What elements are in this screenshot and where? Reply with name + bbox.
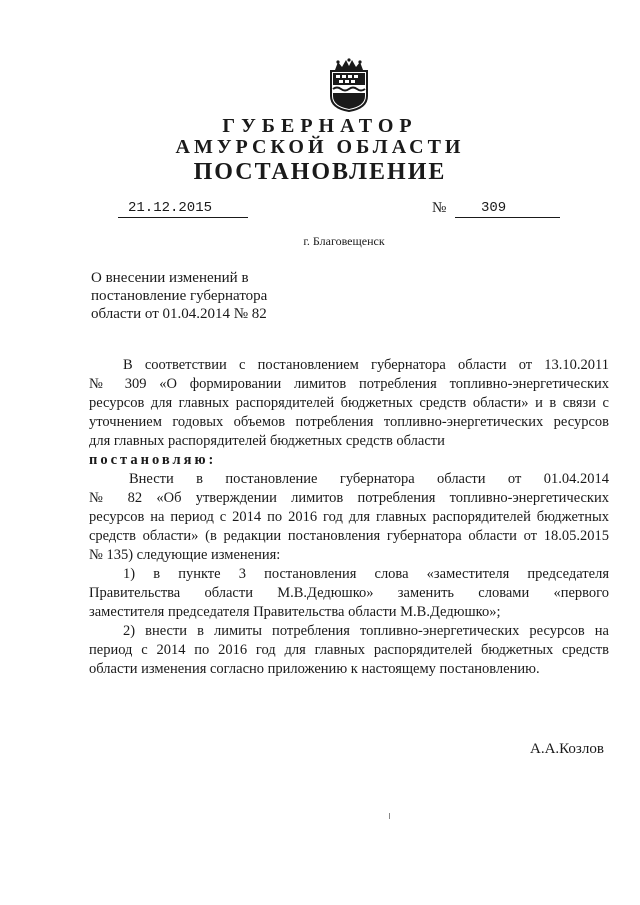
number-sign: № — [432, 200, 447, 216]
city-line: г. Благовещенск — [303, 234, 385, 248]
document-subject — [91, 269, 331, 323]
subject-line: О внесении изменений в — [91, 270, 249, 286]
item-1-line: Правительства области М.В.Дедюшко» заменить словами «первого — [89, 585, 609, 601]
main-clause-line: ресурсов на период с 2014 по 2016 год для главных распорядителей бюджетных — [89, 509, 609, 525]
coat-of-arms-emblem — [326, 58, 372, 112]
authority-title: ГУБЕРНАТОР — [222, 115, 418, 137]
preamble-line: для главных распорядителей бюджетных средств области — [89, 433, 445, 449]
preamble-line: ресурсов для главных распорядителей бюджетных средств области» и в связи с — [89, 395, 609, 411]
subject-line: области от 01.04.2014 № 82 — [91, 306, 267, 322]
region-title: АМУРСКОЙ ОБЛАСТИ — [175, 136, 465, 158]
main-clause-line: средств области» (в редакции постановления губернатора области от 18.05.2015 — [89, 528, 609, 544]
item-2-line: 2) внести в лимиты потребления топливно-энергетических ресурсов на — [123, 623, 609, 639]
item-2-line: области изменения согласно приложению к настоящему постановлению. — [89, 661, 540, 677]
document-body — [89, 356, 609, 679]
main-clause-line: Внести в постановление губернатора области от 01.04.2014 — [129, 471, 609, 487]
main-clause-line: № 135) следующие изменения: — [89, 547, 281, 563]
signatory-name: А.А.Козлов — [530, 741, 604, 757]
preamble-line: В соответствии с постановлением губернатора области от 13.10.2011 — [123, 357, 609, 373]
subject-line: постановление губернатора — [91, 288, 268, 304]
document-type-title: ПОСТАНОВЛЕНИЕ — [193, 159, 447, 185]
main-clause-line: № 82 «Об утверждении лимитов потребления топливно-энергетических — [89, 490, 609, 506]
item-1-line: заместителя председателя Правительства области М.В.Дедюшко»; — [89, 604, 501, 620]
preamble-line: № 309 «О формировании лимитов потребления топливно-энергетических — [89, 376, 609, 392]
item-1-line: 1) в пункте 3 постановления слова «заместителя председателя — [123, 566, 609, 582]
scan-mark — [389, 813, 390, 819]
item-2-line: период с 2014 по 2016 год для главных распорядителей бюджетных средств — [89, 642, 609, 658]
preamble-line: уточнением годовых объемов потребления топливно-энергетических ресурсов — [89, 414, 609, 430]
document-date: 21.12.2015 — [118, 199, 248, 218]
decree-word: постановляю: — [89, 452, 217, 468]
document-number: 309 — [455, 199, 560, 218]
